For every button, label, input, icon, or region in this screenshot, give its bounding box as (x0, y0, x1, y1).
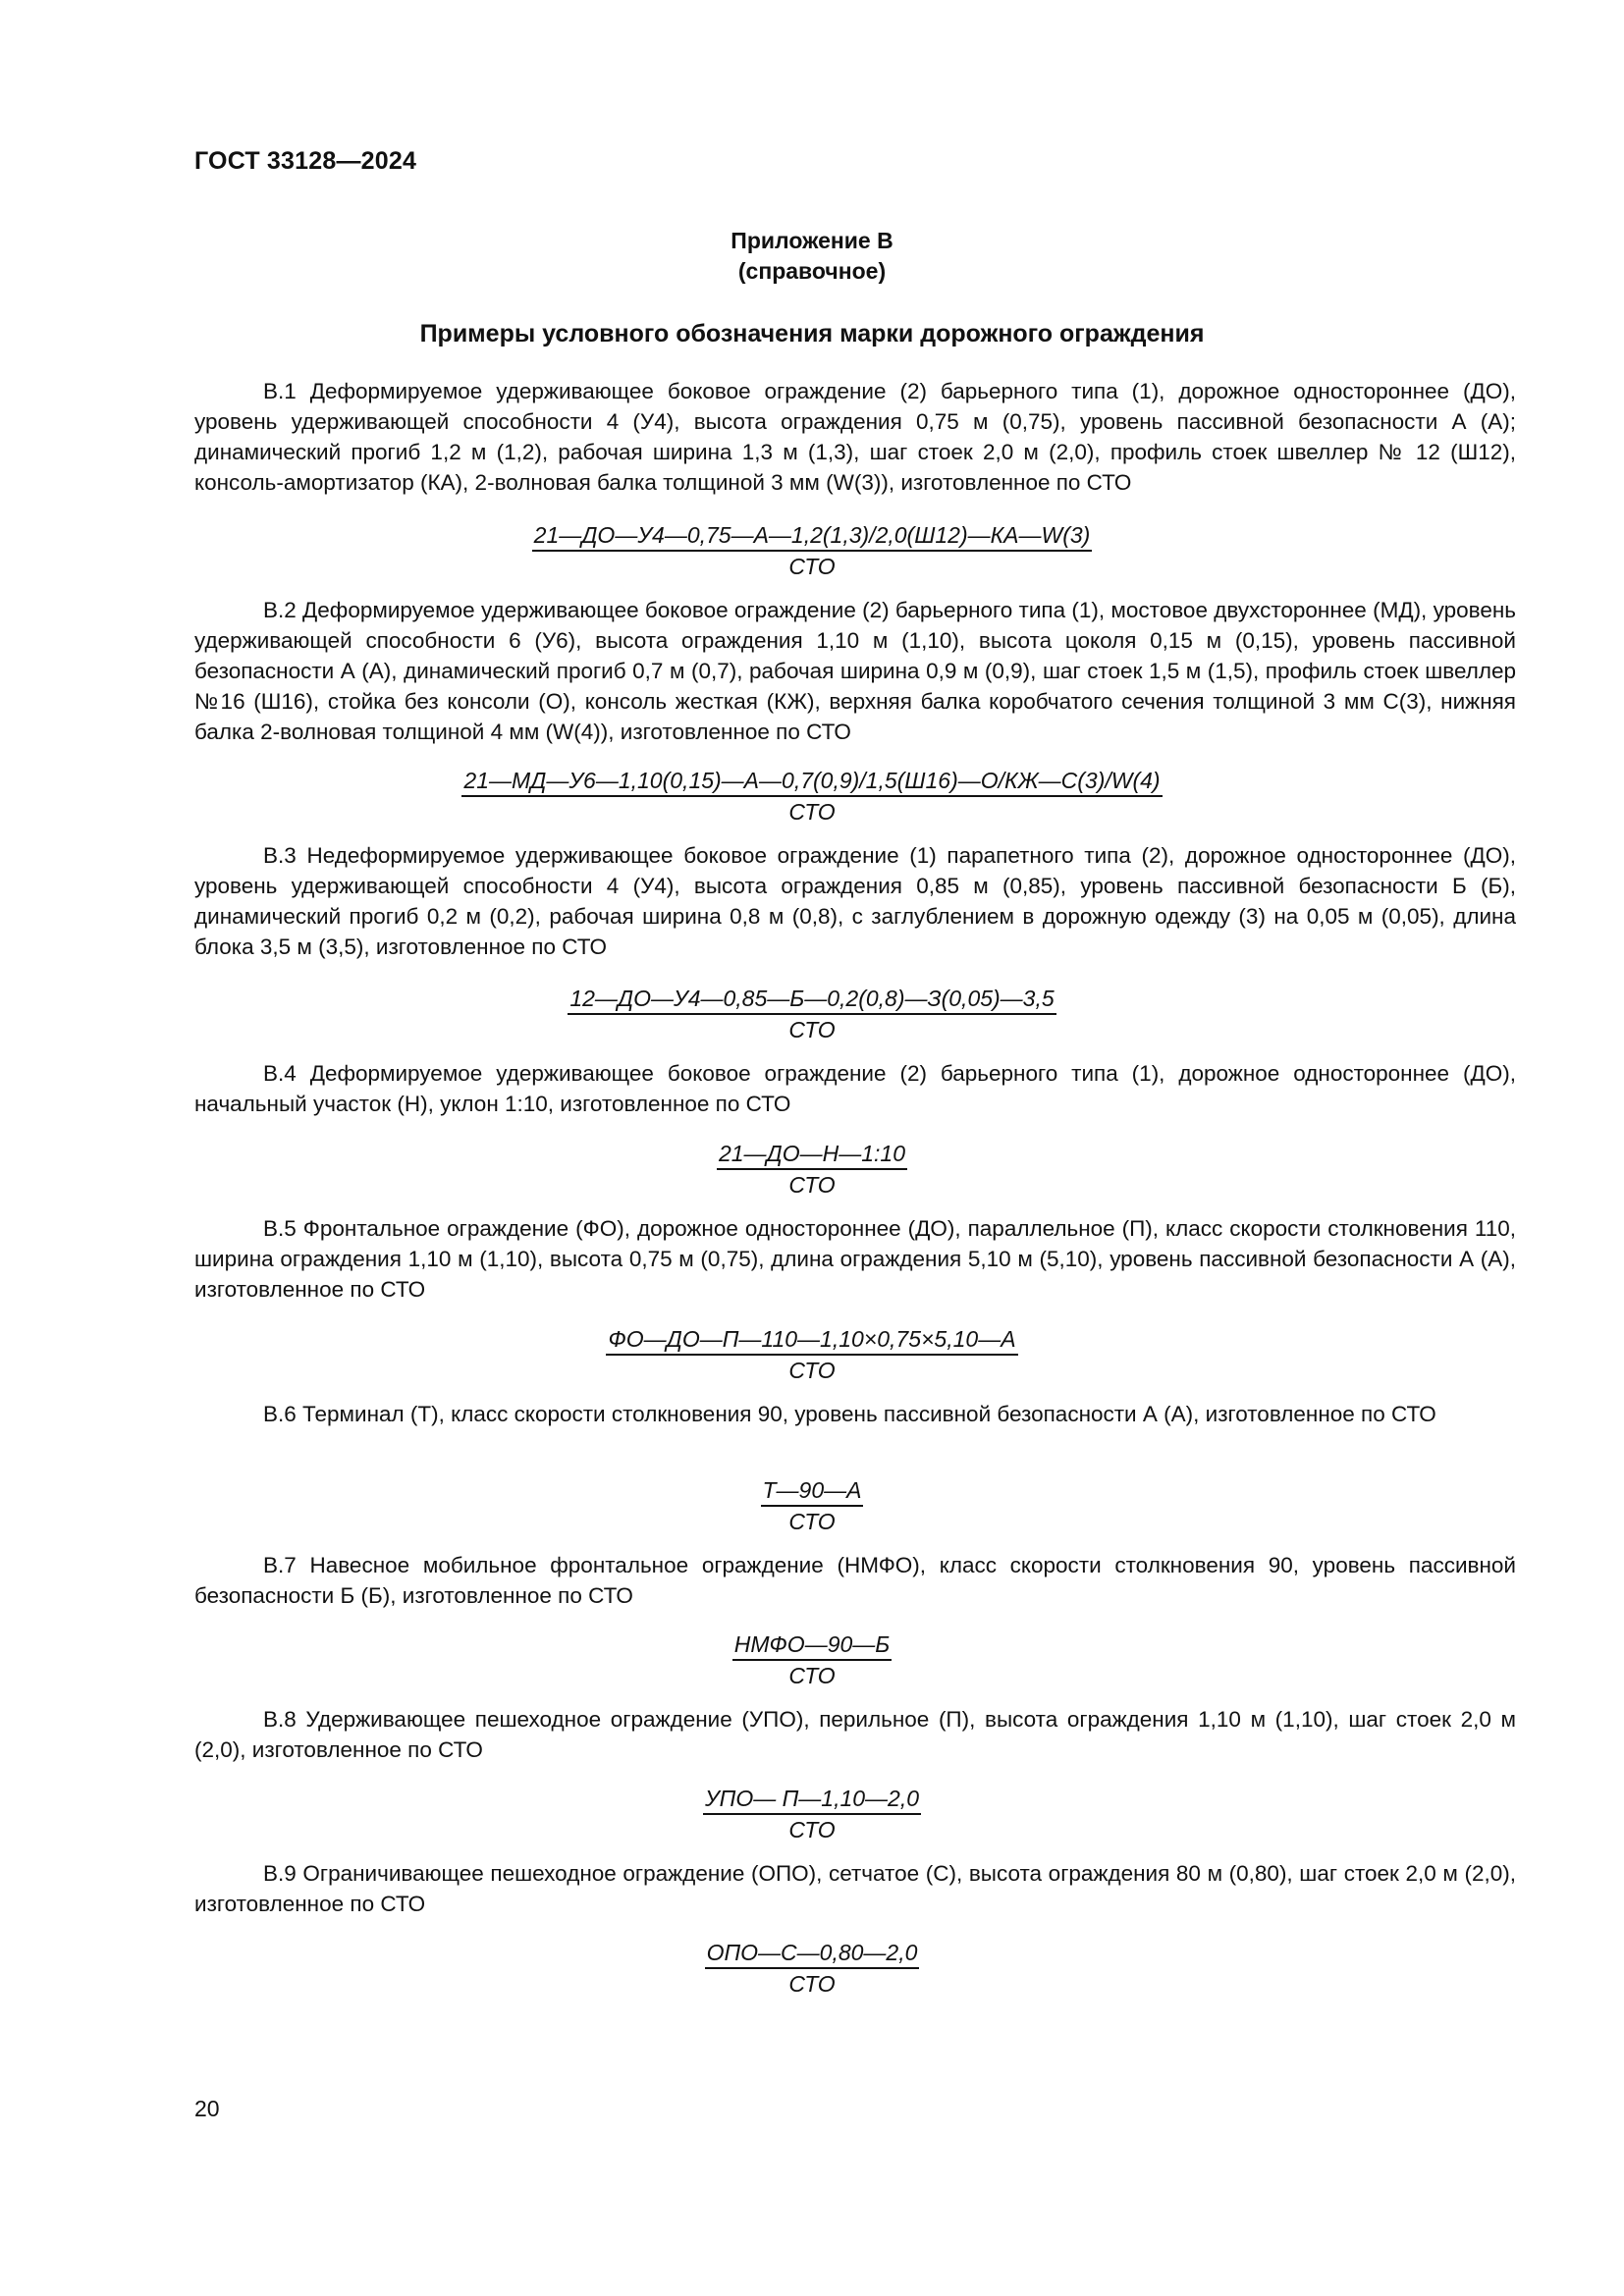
formula-denominator: СТО (788, 1817, 836, 1842)
designation-formula (0, 1324, 1624, 1385)
item-paragraph: В.3 Недеформируемое удерживающее боковое ограждение (1) парапетного типа (2), дорожное одностороннее (ДО), уровень удерживающей способности 4 (У4), высота ограждения 0,85 м (0,85), уровень пассивной безопасности Б (Б), динамический прогиб 0,2 м (0,2), рабочая ширина 0,8 м (0,8), с заглублением в дорожную одежду (3) на 0,05 м (0,05), длина блока 3,5 м (3,5), изготовленное по СТО (194, 843, 1516, 959)
item-paragraph: В.4 Деформируемое удерживающее боковое ограждение (2) барьерного типа (1), дорожное одностороннее (ДО), начальный участок (Н), уклон 1:10, изготовленное по СТО (194, 1061, 1516, 1116)
formula-denominator: СТО (788, 1172, 836, 1198)
item-paragraph: В.2 Деформируемое удерживающее боковое ограждение (2) барьерного типа (1), мостовое двухстороннее (МД), уровень удерживающей способности 6 (У6), высота ограждения 1,10 м (1,10), высота цоколя 0,15 м (0,15), уровень пассивной безопасности А (А), динамический прогиб 0,7 м (0,7), рабочая ширина 0,9 м (0,9), шаг стоек 1,5 м (1,5), профиль стоек швеллер №16 (Ш16), стойка без консоли (О), консоль жесткая (КЖ), верхняя балка коробчатого сечения толщиной 3 мм С(3), нижняя балка 2-волновая толщиной 4 мм (W(4)), изготовленное по СТО (194, 598, 1516, 744)
formula-denominator: СТО (788, 799, 836, 825)
formula-numerator: ОПО—С—0,80—2,0 (705, 1938, 920, 1969)
item-paragraph: В.5 Фронтальное ограждение (ФО), дорожное одностороннее (ДО), параллельное (П), класс скорости столкновения 110, ширина ограждения 1,10 м (1,10), высота 0,75 м (0,75), длина ограждения 5,10 м (5,10), уровень пассивной безопасности А (А), изготовленное по СТО (194, 1216, 1516, 1302)
formula-denominator: СТО (788, 1358, 836, 1383)
designation-formula (0, 520, 1624, 581)
formula-numerator: ФО—ДО—П—110—1,10×0,75×5,10—А (606, 1324, 1017, 1356)
formula-denominator: СТО (788, 554, 836, 579)
formula-numerator: НМФО—90—Б (732, 1629, 893, 1661)
designation-formula (0, 984, 1624, 1044)
item-paragraph: В.7 Навесное мобильное фронтальное ограждение (НМФО), класс скорости столкновения 90, уровень пассивной безопасности Б (Б), изготовленное по СТО (194, 1553, 1516, 1608)
formula-denominator: СТО (788, 1971, 836, 1997)
designation-formula (0, 766, 1624, 827)
formula-denominator: СТО (788, 1663, 836, 1688)
formula-numerator: 12—ДО—У4—0,85—Б—0,2(0,8)—З(0,05)—3,5 (568, 984, 1056, 1015)
designation-formula (0, 1938, 1624, 1999)
document-id: ГОСТ 33128—2024 (194, 147, 417, 175)
appendix-title: Приложение В (731, 228, 893, 253)
section-title: Примеры условного обозначения марки дорожного ограждения (419, 320, 1205, 347)
item-paragraph: В.1 Деформируемое удерживающее боковое ограждение (2) барьерного типа (1), дорожное одностороннее (ДО), уровень удерживающей способности 4 (У4), высота ограждения 0,75 м (0,75), уровень пассивной безопасности А (А); динамический прогиб 1,2 м (1,2), рабочая ширина 1,3 м (1,3), шаг стоек 2,0 м (2,0), профиль стоек швеллер № 12 (Ш12), консоль-амортизатор (КА), 2-волновая балка толщиной 3 мм (W(3)), изготовленное по СТО (194, 379, 1516, 495)
formula-numerator: 21—МД—У6—1,10(0,15)—А—0,7(0,9)/1,5(Ш16)—О/КЖ—С(3)/W(4) (461, 766, 1162, 797)
designation-formula (0, 1629, 1624, 1690)
formula-numerator: Т—90—А (761, 1475, 864, 1507)
appendix-subtitle: (справочное) (737, 258, 887, 284)
item-paragraph: В.8 Удерживающее пешеходное ограждение (УПО), перильное (П), высота ограждения 1,10 м (1,10), шаг стоек 2,0 м (2,0), изготовленное по СТО (194, 1707, 1516, 1762)
formula-numerator: УПО— П—1,10—2,0 (703, 1784, 921, 1815)
item-paragraph: В.9 Ограничивающее пешеходное ограждение (ОПО), сетчатое (С), высота ограждения 80 м (0,80), шаг стоек 2,0 м (2,0), изготовленное по СТО (194, 1861, 1516, 1916)
formula-numerator: 21—ДО—Н—1:10 (717, 1139, 907, 1170)
item-paragraph: В.6 Терминал (Т), класс скорости столкновения 90, уровень пассивной безопасности А (А), изготовленное по СТО (263, 1402, 1436, 1426)
designation-formula (0, 1784, 1624, 1844)
formula-numerator: 21—ДО—У4—0,75—А—1,2(1,3)/2,0(Ш12)—КА—W(3) (532, 520, 1093, 552)
formula-denominator: СТО (788, 1017, 836, 1042)
page-number: 20 (194, 2096, 220, 2121)
designation-formula (0, 1139, 1624, 1200)
formula-denominator: СТО (788, 1509, 836, 1534)
designation-formula (0, 1475, 1624, 1536)
